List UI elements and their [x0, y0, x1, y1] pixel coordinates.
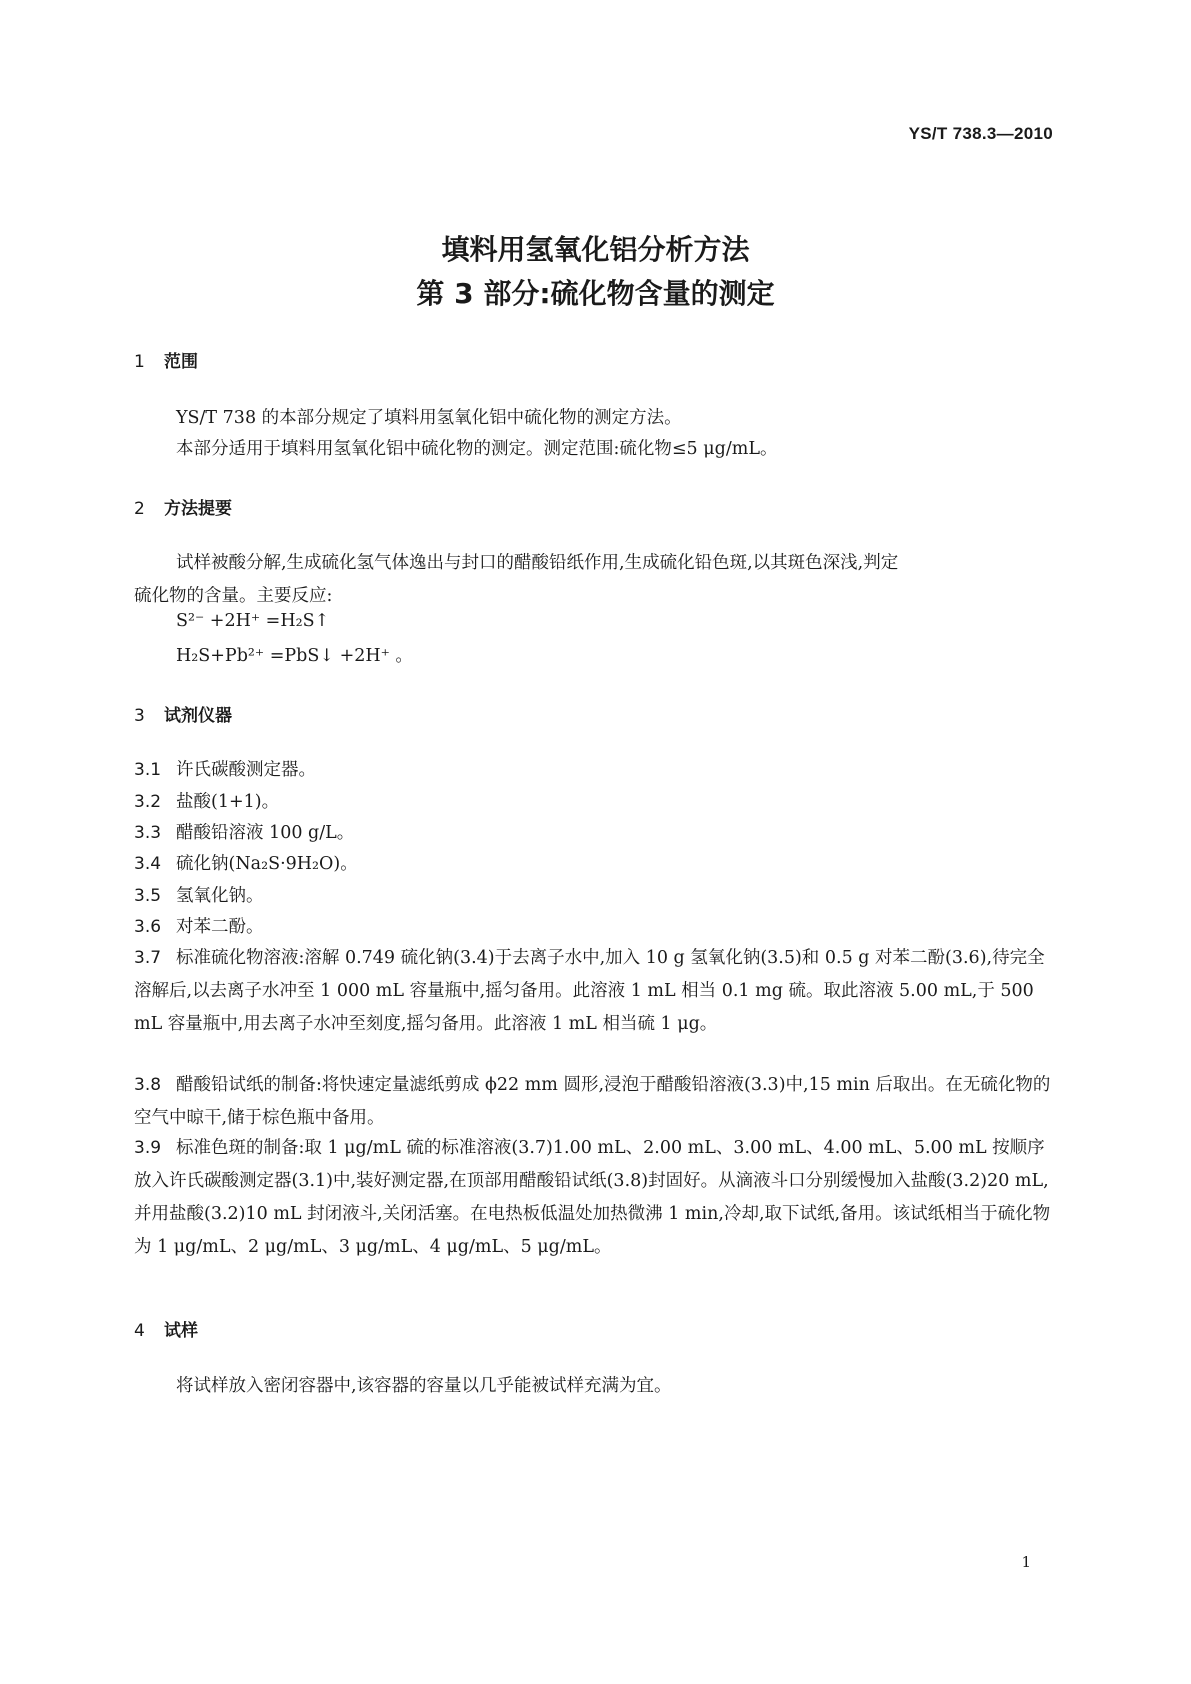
document-subtitle: 第 3 部分:硫化物含量的测定	[416, 277, 775, 310]
item-number: 3.7	[134, 948, 162, 968]
list-item	[134, 911, 1056, 944]
item-text: 对苯二酚。	[176, 917, 264, 937]
list-item	[134, 880, 1056, 913]
principle-line-2: 硫化物的含量。主要反应:	[134, 586, 333, 606]
item-text: 标准硫化物溶液:溶解 0.749 硫化钠(3.4)于去离子水中,加入 10 g 氢氧化钠(3.5)和 0.5 g 对苯二酚(3.6),待完全溶解后,以去离子水冲至 1 000 mL 容量瓶中,摇匀备用。此溶液 1 mL 相当 0.1 mg 硫。取此溶液 5.00 mL,于 500 mL 容量瓶中,用去离子水冲至刻度,摇匀备用。此溶液 1 mL 相当硫 1 μg。	[134, 948, 1045, 1034]
item-number: 3.6	[134, 917, 162, 937]
reaction-equation-2: H₂S+Pb²⁺ =PbS↓ +2H⁺ 。	[176, 646, 413, 666]
page-number: 1	[1021, 1553, 1031, 1571]
item-text: 醋酸铅试纸的制备:将快速定量滤纸剪成 ϕ22 mm 圆形,浸泡于醋酸铅溶液(3.3)中,15 min 后取出。在无硫化物的空气中晾干,储于棕色瓶中备用。	[134, 1075, 1051, 1128]
item-number: 3.8	[134, 1075, 162, 1095]
reaction-equation-1: S²⁻ +2H⁺ =H₂S↑	[176, 611, 330, 631]
section-title: 方法提要	[164, 499, 232, 519]
list-item	[134, 1069, 1056, 1135]
section-title: 试样	[164, 1321, 198, 1341]
list-item	[134, 754, 1056, 787]
section-number: 1	[134, 352, 145, 372]
section-number: 4	[134, 1321, 145, 1341]
document-title: 填料用氢氧化铝分析方法	[441, 233, 750, 266]
section-heading-reagents	[134, 701, 232, 726]
item-text: 许氏碳酸测定器。	[176, 760, 316, 780]
list-item	[134, 942, 1056, 1041]
item-text: 标准色斑的制备:取 1 μg/mL 硫的标准溶液(3.7)1.00 mL、2.00 mL、3.00 mL、4.00 mL、5.00 mL 按顺序放入许氏碳酸测定器(3.1)中,装好测定器,在顶部用醋酸铅试纸(3.8)封固好。从滴液斗口分别缓慢加入盐酸(3.2)20 mL,并用盐酸(3.2)10 mL 封闭液斗,关闭活塞。在电热板低温处加热微沸 1 min,冷却,取下试纸,备用。该试纸相当于硫化物为 1 μg/mL、2 μg/mL、3 μg/mL、4 μg/mL、5 μg/mL。	[134, 1138, 1051, 1257]
section-number: 2	[134, 499, 145, 519]
section-heading-sample	[134, 1316, 198, 1341]
standard-code: YS/T 738.3—2010	[908, 124, 1053, 143]
item-text: 氢氧化钠。	[176, 886, 264, 906]
list-item	[134, 848, 1056, 881]
scope-paragraph-2: 本部分适用于填料用氢氧化铝中硫化物的测定。测定范围:硫化物≤5 μg/mL。	[176, 439, 778, 459]
sample-paragraph: 将试样放入密闭容器中,该容器的容量以几乎能被试样充满为宜。	[176, 1376, 672, 1396]
section-heading-scope	[134, 347, 198, 372]
item-number: 3.1	[134, 760, 162, 780]
list-item	[134, 786, 1056, 819]
item-number: 3.9	[134, 1138, 162, 1158]
item-number: 3.4	[134, 854, 162, 874]
item-number: 3.2	[134, 792, 162, 812]
section-heading-principle	[134, 494, 232, 519]
item-number: 3.5	[134, 886, 162, 906]
list-item	[134, 1132, 1056, 1264]
section-title: 范围	[164, 352, 198, 372]
section-title: 试剂仪器	[164, 706, 232, 726]
item-text: 醋酸铅溶液 100 g/L。	[176, 823, 355, 843]
principle-line-1: 试样被酸分解,生成硫化氢气体逸出与封口的醋酸铅纸作用,生成硫化铅色斑,以其斑色深浅,判定	[176, 553, 899, 573]
item-text: 盐酸(1+1)。	[176, 792, 280, 812]
item-text: 硫化钠(Na₂S·9H₂O)。	[176, 854, 358, 874]
scope-paragraph-1: YS/T 738 的本部分规定了填料用氢氧化铝中硫化物的测定方法。	[176, 408, 682, 428]
section-number: 3	[134, 706, 145, 726]
list-item	[134, 817, 1056, 850]
item-number: 3.3	[134, 823, 162, 843]
principle-paragraph	[134, 547, 1056, 613]
